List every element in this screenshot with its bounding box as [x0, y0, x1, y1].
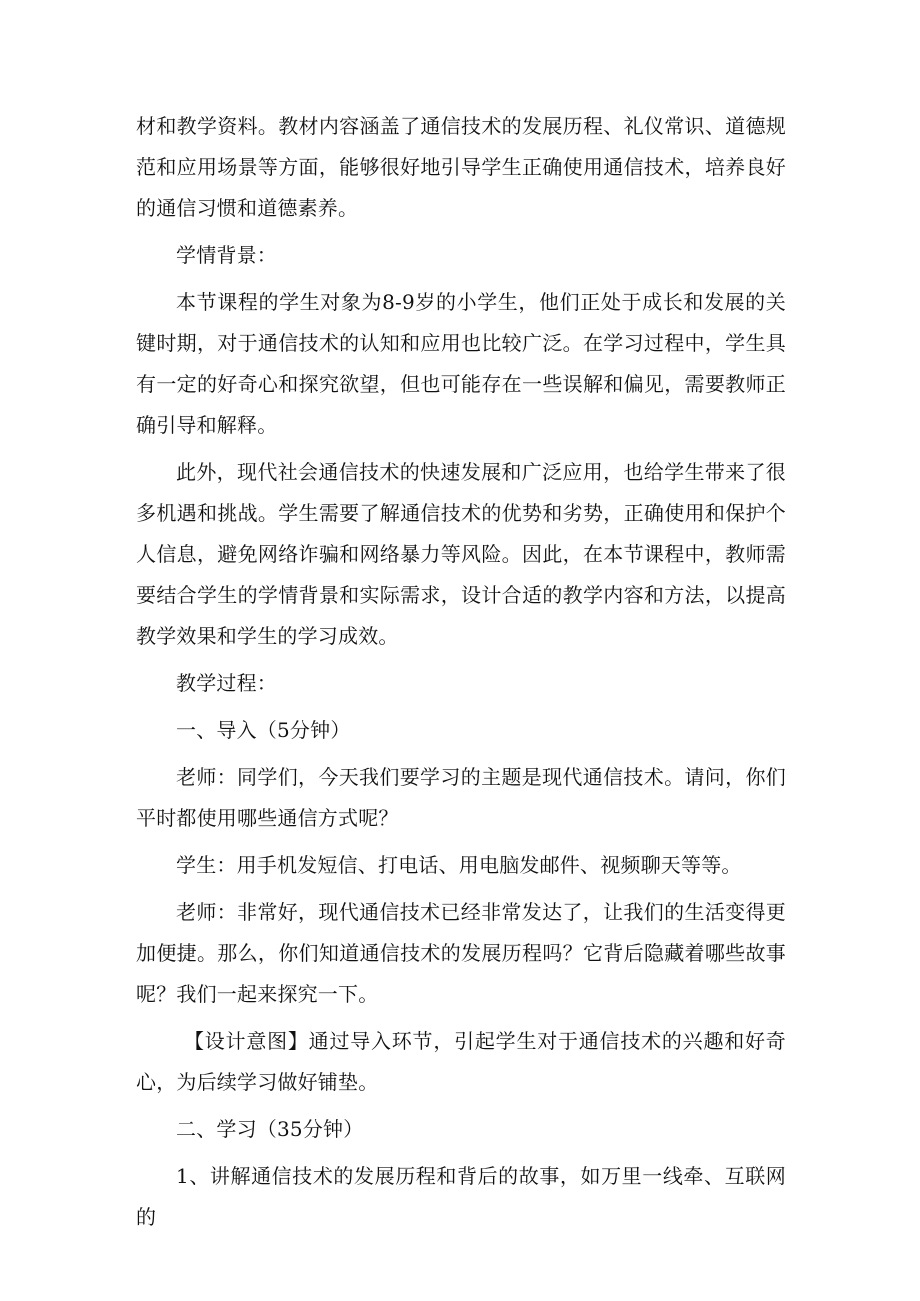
heading-student-background: 学情背景：: [176, 243, 277, 267]
paragraph-learning-item-1: 1、讲解通信技术的发展历程和背后的故事，如万里一线牵、互联网的: [136, 1164, 786, 1229]
paragraph-teacher-question: 老师：同学们，今天我们要学习的主题是现代通信技术。请问，你们平时都使用哪些通信方式呢？: [136, 765, 786, 830]
paragraph-teacher-followup: 老师：非常好，现代通信技术已经非常发达了，让我们的生活变得更加便捷。那么，你们知道通信技术的发展历程吗？它背后隐藏着哪些故事呢？我们一起来探究一下。: [136, 900, 786, 1006]
heading-introduction-section: 一、导入（5分钟）: [176, 718, 351, 742]
paragraph-opportunities-challenges: 此外，现代社会通信技术的快速发展和广泛应用，也给学生带来了很多机遇和挑战。学生需要了解通信技术的优势和劣势，正确使用和保护个人信息，避免网络诈骗和网络暴力等风险。因此，在本节课程中，教师需要结合学生的学情背景和实际需求，设计合适的教学内容和方法，以提高教学效果和学生的学习成效。: [136, 460, 786, 648]
heading-teaching-process: 教学过程：: [176, 671, 277, 695]
paragraph-student-profile: 本节课程的学生对象为8-9岁的小学生，他们正处于成长和发展的关键时期，对于通信技术的认知和应用也比较广泛。在学习过程中，学生具有一定的好奇心和探究欲望，但也可能存在一些误解和偏见，需要教师正确引导和解释。: [136, 290, 786, 437]
heading-learning-section: 二、学习（35分钟）: [176, 1117, 364, 1141]
paragraph-design-intent: 【设计意图】通过导入环节，引起学生对于通信技术的兴趣和好奇心，为后续学习做好铺垫。: [136, 1029, 786, 1094]
document-body: [136, 106, 786, 1244]
paragraph-textbook-description: 材和教学资料。教材内容涵盖了通信技术的发展历程、礼仪常识、道德规范和应用场景等方面，能够很好地引导学生正确使用通信技术，培养良好的通信习惯和道德素养。: [136, 114, 786, 220]
paragraph-student-answer: 学生：用手机发短信、打电话、用电脑发邮件、视频聊天等等。: [176, 853, 742, 877]
